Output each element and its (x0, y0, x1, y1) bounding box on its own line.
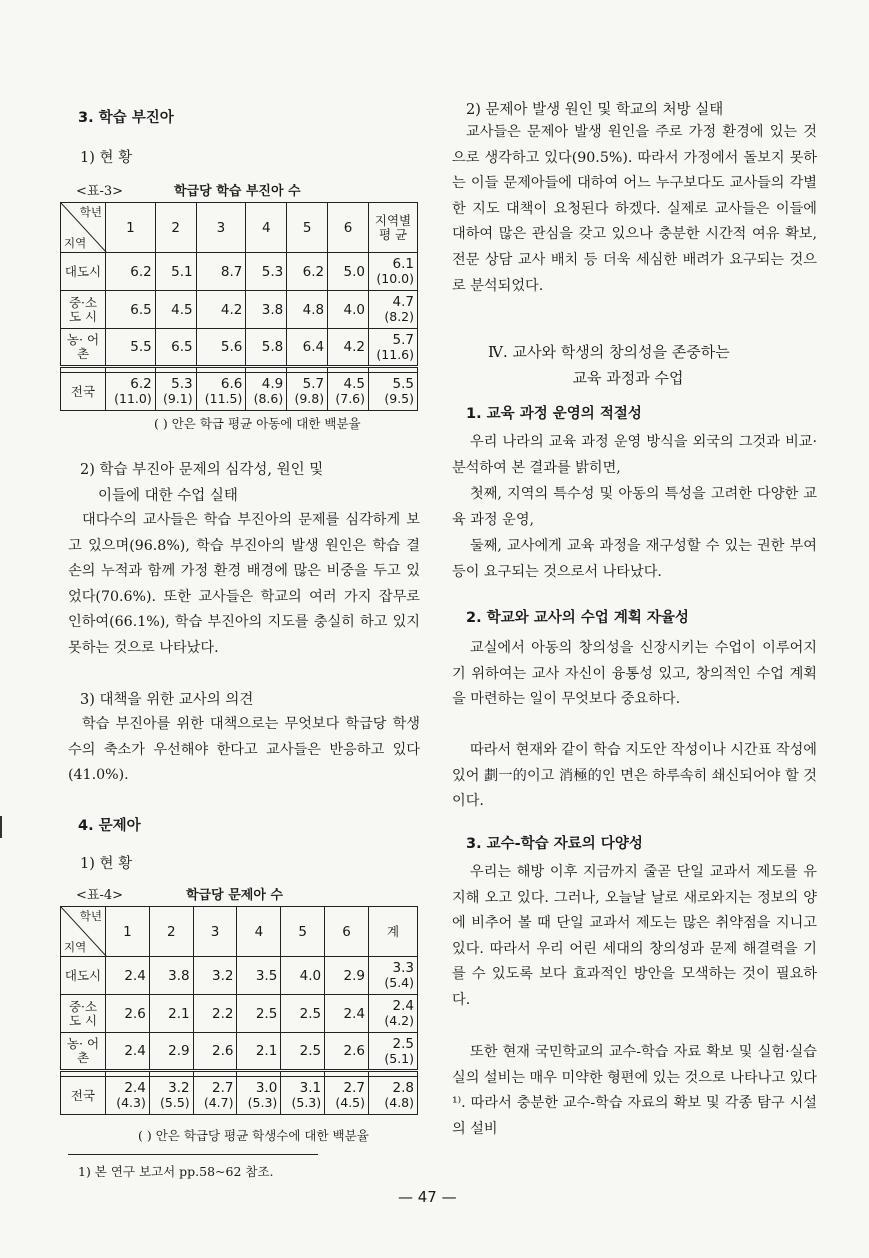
table-row-national (61, 373, 418, 411)
table-cell: 6.2 (106, 253, 156, 291)
chapter-heading: Ⅳ. 교사와 학생의 창의성을 존중하는 (488, 343, 730, 361)
table-caption-id: <표-4> (76, 888, 124, 903)
table-cell: 2.6 (193, 1033, 237, 1071)
subsection-heading: 1) 현 황 (80, 150, 133, 166)
average-percent: (11.6) (376, 346, 414, 362)
table-row (61, 957, 418, 995)
table-cell (328, 373, 369, 411)
table-caption-title: 학급당 문제아 수 (186, 888, 283, 903)
margin-mark (0, 816, 2, 838)
table-cell (155, 373, 196, 411)
average-percent: (10.0) (376, 271, 414, 286)
table-cell: 6.5 (106, 291, 156, 329)
table-cell-average (369, 373, 418, 411)
paragraph: 학습 부진아를 위한 대책으로는 무엇보다 학급당 학생수의 축소가 우선해야 한다고 교사들은 반응하고 있다(41.0%). (68, 716, 420, 784)
total-percent: (4.2) (384, 1013, 414, 1028)
cell-percent: (11.5) (204, 391, 243, 406)
cell-percent: (4.7) (203, 1095, 234, 1110)
table-note: ( ) 안은 학급 평균 아동에 대한 백분율 (154, 416, 361, 431)
average-value: 5.7 (392, 331, 414, 348)
total-value: 2.4 (392, 998, 414, 1014)
table-cell (106, 1077, 150, 1115)
table-note: ( ) 안은 학급당 평균 학생수에 대한 백분율 (138, 1128, 369, 1143)
cell-value: 3.0 (255, 1080, 278, 1096)
column-header: 1 (106, 203, 156, 253)
table-row (61, 1033, 418, 1071)
table-cell: 2.9 (325, 957, 369, 995)
table-cell: 6.4 (287, 329, 328, 367)
paragraph: 교실에서 아동의 창의성을 신장시키는 수업이 이루어지기 위하여는 교사 자신이 융통성 있고, 창의적인 수업 계획을 마련하는 일이 무엇보다 중요하다. (452, 640, 817, 708)
paragraph: 둘째, 교사에게 교육 과정을 재구성할 수 있는 권한 부여 등이 요구되는 것으로서 나타났다. (452, 538, 817, 580)
total-value: 2.5 (392, 1035, 414, 1052)
table-cell-total (369, 1033, 418, 1071)
table-cell-average (369, 253, 418, 291)
table-cell: 4.2 (328, 329, 369, 367)
cell-percent: (7.6) (335, 391, 365, 406)
column-header: 3 (196, 203, 246, 253)
column-header: 6 (325, 907, 369, 957)
column-header: 6 (328, 203, 369, 253)
table-cell: 6.2 (287, 253, 328, 291)
cell-percent: (9.8) (294, 391, 325, 406)
table-cell: 3.8 (149, 957, 193, 995)
cell-value: 3.1 (299, 1080, 322, 1096)
cell-percent: (8.6) (253, 391, 284, 406)
average-value: 4.7 (392, 294, 414, 310)
row-header: 중·소 도 시 (61, 291, 106, 329)
table-cell-total (369, 1077, 418, 1115)
section-heading: 1. 교육 과정 운영의 적절성 (466, 406, 642, 422)
corner-label-grade: 학년 (79, 909, 102, 923)
table-cell: 8.7 (196, 253, 246, 291)
table-cell: 2.5 (281, 1033, 325, 1071)
table-cell: 5.5 (106, 329, 156, 367)
corner-label-grade: 학년 (79, 205, 102, 219)
average-value: 6.1 (392, 256, 414, 272)
cell-percent: (4.5) (335, 1095, 365, 1110)
table-cell (237, 1077, 281, 1115)
table-cell (287, 373, 328, 411)
paragraph: 또한 현재 국민학교의 교수-학습 자료 확보 및 실험·실습실의 설비는 매우 미약한 형편에 있는 것으로 나타나고 있다¹⁾. 따라서 충분한 교수-학습 자료의 확보 및 각종 탐구 시설의 설비 (452, 1044, 818, 1137)
paragraph: 첫째, 지역의 특수성 및 아동의 특성을 고려한 다양한 교육 과정 운영, (452, 486, 817, 528)
table-cell: 2.9 (149, 1033, 193, 1071)
table-cell: 2.6 (106, 995, 150, 1033)
row-header: 전국 (61, 373, 106, 411)
row-header: 대도시 (61, 957, 106, 995)
table-cell: 4.5 (155, 291, 196, 329)
paragraph: 대다수의 교사들은 학습 부진아의 문제를 심각하게 보고 있으며(96.8%), 학습 부진아의 발생 원인은 학습 결손의 누적과 함께 가정 환경 배경에 많은 비중을 두고 있었다(70.6%). 또한 교사들은 학교의 여러 가지 잡무로 인하여(66.1%), 학습 부진아의 지도를 충실히 하고 있지 못하는 것으로 나타났다. (68, 512, 420, 656)
column-header: 5 (287, 203, 328, 253)
paragraph: 우리 나라의 교육 과정 운영 방식을 외국의 그것과 비교·분석하여 본 결과를 밝히면, (452, 434, 817, 476)
table-cell: 4.0 (328, 291, 369, 329)
table-cell: 5.3 (246, 253, 287, 291)
table-row-national (61, 1077, 418, 1115)
cell-percent: (5.3) (291, 1095, 322, 1110)
table-cell: 2.1 (237, 1033, 281, 1071)
column-header: 4 (237, 907, 281, 957)
table-cell-total (369, 995, 418, 1033)
cell-value: 2.4 (124, 1080, 146, 1096)
row-header: 전국 (61, 1077, 106, 1115)
table-cell (106, 373, 156, 411)
table-cell: 2.4 (325, 995, 369, 1033)
table-cell: 4.0 (281, 957, 325, 995)
cell-value: 5.7 (302, 376, 325, 392)
table-cell (325, 1077, 369, 1115)
table-row (61, 995, 418, 1033)
column-header: 4 (246, 203, 287, 253)
table-cell: 4.8 (287, 291, 328, 329)
subsection-heading: 1) 현 황 (80, 856, 133, 872)
table-4 (60, 906, 418, 1115)
cell-value: 3.2 (168, 1080, 190, 1096)
table-caption-id: <표-3> (76, 184, 124, 199)
table-cell (149, 1077, 193, 1115)
row-header: 대도시 (61, 253, 106, 291)
table-cell: 5.0 (328, 253, 369, 291)
column-header: 1 (106, 907, 150, 957)
subsection-heading-cont: 이들에 대한 수업 실태 (98, 488, 238, 504)
table-row (61, 291, 418, 329)
table-cell-average (369, 329, 418, 367)
footnote: 1) 본 연구 보고서 pp.58~62 참조. (78, 1164, 274, 1179)
table-corner-cell (61, 907, 106, 957)
section-heading: 3. 학습 부진아 (78, 110, 174, 126)
cell-value: 4.9 (261, 376, 284, 392)
table-3 (60, 202, 418, 411)
column-header-total: 계 (369, 907, 418, 957)
row-header: 중·소 도 시 (61, 995, 106, 1033)
cell-value: 2.7 (212, 1080, 234, 1096)
table-cell: 5.1 (155, 253, 196, 291)
corner-label-region: 지역 (64, 940, 87, 954)
table-cell (196, 373, 246, 411)
table-cell (193, 1077, 237, 1115)
cell-value: 2.7 (343, 1080, 365, 1096)
column-header-average: 지역별 평 균 (369, 203, 418, 253)
table-cell-average (369, 291, 418, 329)
table-cell: 2.4 (106, 1033, 150, 1071)
table-cell: 2.2 (193, 995, 237, 1033)
column-header: 3 (193, 907, 237, 957)
cell-percent: (5.5) (160, 1095, 190, 1110)
table-cell: 3.8 (246, 291, 287, 329)
total-percent: (4.8) (384, 1095, 414, 1110)
table-cell: 2.6 (325, 1033, 369, 1071)
cell-value: 5.3 (171, 376, 193, 392)
cell-percent: (5.3) (247, 1095, 278, 1110)
cell-value: 6.2 (130, 376, 152, 392)
total-percent: (5.1) (384, 1050, 414, 1066)
table-cell: 6.5 (155, 329, 196, 367)
subsection-heading: 2) 학습 부진아 문제의 심각성, 원인 및 (80, 462, 324, 478)
total-value: 2.8 (392, 1080, 414, 1096)
column-header: 2 (155, 203, 196, 253)
paragraph: 교사들은 문제아 발생 원인을 주로 가정 환경에 있는 것으로 생각하고 있다(90.5%). 따라서 가정에서 돌보지 못하는 이들 문제아들에 대하여 어느 누구보다도 교사들의 각별한 지도 대책이 요청된다 하겠다. 실제로 교사들은 이들에 대하여 많은 관심을 갖고 있으나 충분한 시간적 여유 확보,전문 상담 교사 배치 등 더욱 세심한 배려가 요구되는 것으로 분석되었다. (452, 124, 817, 294)
column-header: 2 (149, 907, 193, 957)
table-cell: 2.5 (237, 995, 281, 1033)
table-cell: 5.8 (246, 329, 287, 367)
table-row (61, 329, 418, 367)
section-heading: 2. 학교와 교사의 수업 계획 자율성 (466, 610, 689, 626)
chapter-heading-cont: 교육 과정과 수업 (572, 369, 684, 387)
table-cell-total (369, 957, 418, 995)
average-percent: (8.2) (384, 309, 414, 324)
table-cell: 3.5 (237, 957, 281, 995)
average-value: 5.5 (392, 376, 414, 392)
corner-label-region: 지역 (64, 236, 87, 250)
cell-percent: (9.1) (162, 391, 193, 406)
table-cell: 3.2 (193, 957, 237, 995)
total-percent: (5.4) (384, 975, 414, 990)
row-header: 농· 어촌 (61, 329, 106, 367)
table-cell: 2.5 (281, 995, 325, 1033)
section-heading: 4. 문제아 (78, 818, 141, 834)
subsection-heading: 2) 문제아 발생 원인 및 학교의 처방 실태 (466, 102, 724, 118)
table-caption-title: 학급당 학습 부진아 수 (174, 184, 301, 199)
cell-value: 6.6 (220, 376, 243, 392)
column-header: 5 (281, 907, 325, 957)
table-cell: 2.1 (149, 995, 193, 1033)
section-heading: 3. 교수-학습 자료의 다양성 (466, 836, 643, 852)
page-number: — 47 — (398, 1188, 457, 1206)
table-row (61, 253, 418, 291)
table-cell (246, 373, 287, 411)
cell-percent: (11.0) (114, 391, 152, 406)
table-cell: 2.4 (106, 957, 150, 995)
total-value: 3.3 (392, 960, 414, 976)
subsection-heading: 3) 대책을 위한 교사의 의견 (80, 692, 254, 708)
footnote-rule (68, 1154, 318, 1155)
table-cell: 5.6 (196, 329, 246, 367)
paragraph: 따라서 현재와 같이 학습 지도안 작성이나 시간표 작성에 있어 劃一的이고 消極的인 면은 하루속히 쇄신되어야 할 것이다. (452, 742, 817, 810)
cell-percent: (4.3) (116, 1095, 146, 1110)
table-cell: 4.2 (196, 291, 246, 329)
average-percent: (9.5) (384, 391, 414, 406)
table-corner-cell (61, 203, 106, 253)
cell-value: 4.5 (343, 376, 365, 392)
table-cell (281, 1077, 325, 1115)
row-header: 농· 어촌 (61, 1033, 106, 1071)
paragraph: 우리는 해방 이후 지금까지 줄곧 단일 교과서 제도를 유지해 오고 있다. 그러나, 오늘날 날로 새로와지는 정보의 양에 비추어 볼 때 단일 교과서 제도는 많은 취약점을 지니고 있다. 따라서 우리 어린 세대의 창의성과 문제 해결력을 기를 수 있도록 보다 효과적인 방안을 모색하는 것이 필요하다. (452, 864, 817, 1008)
